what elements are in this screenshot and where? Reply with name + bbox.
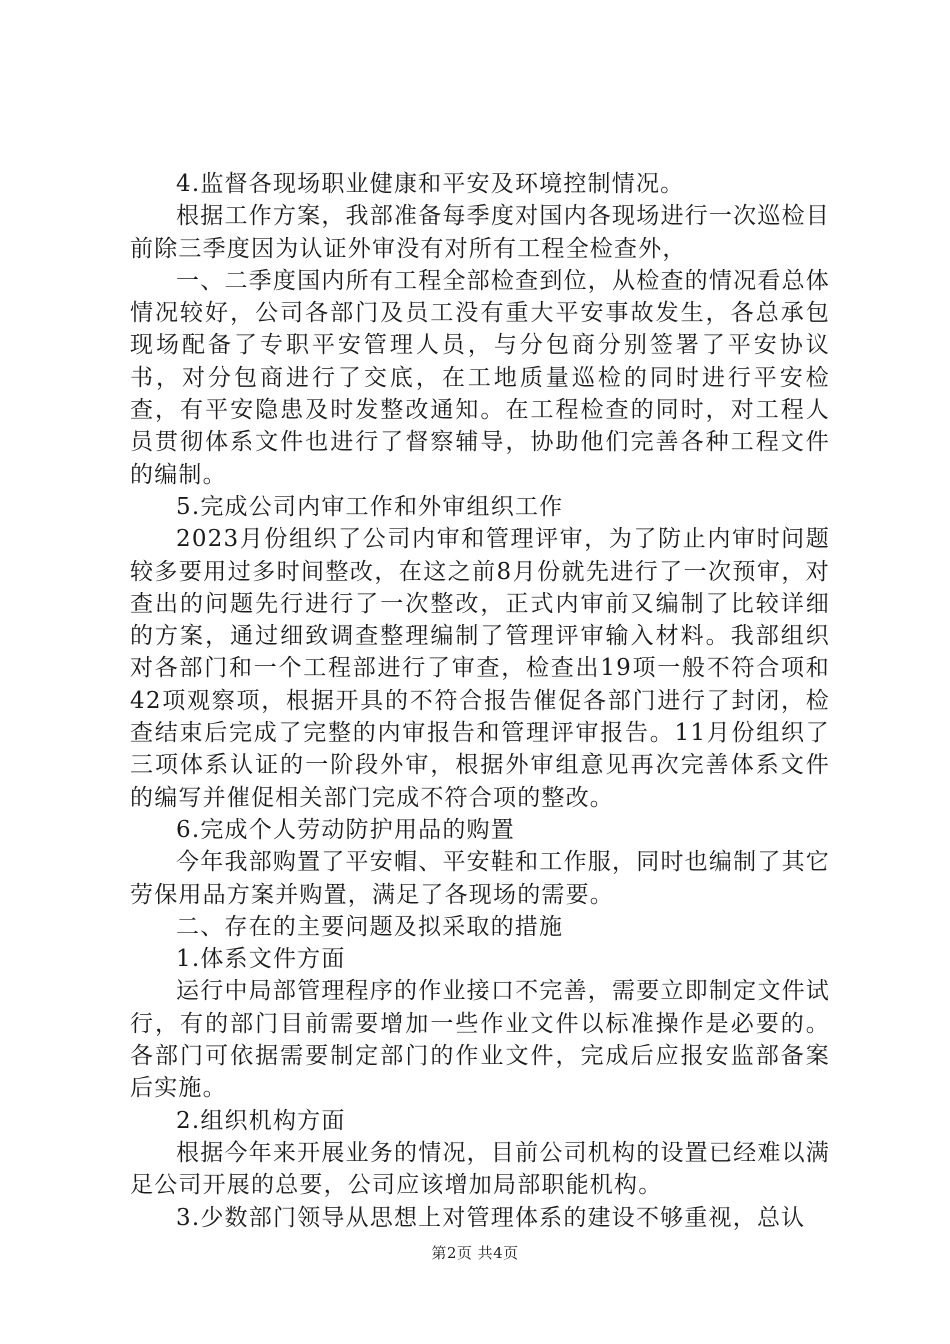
- paragraph-2: 根据工作方案，我部准备每季度对国内各现场进行一次巡检目前除三季度因为认证外审没有对所有工程全检查外，: [130, 203, 830, 262]
- page-footer: [0, 1242, 950, 1263]
- page-number-label: 第2页 共4页: [431, 1244, 519, 1262]
- paragraph-12: 根据今年来开展业务的情况，目前公司机构的设置已经难以满足公司开展的总要，公司应该增加局部职能机构。: [130, 1139, 830, 1199]
- paragraph-6: 6.完成个人劳动防护用品的购置: [176, 816, 515, 843]
- paragraph-8: 二、存在的主要问题及拟采取的措施: [176, 913, 564, 940]
- paragraph-11: 2.组织机构方面: [176, 1107, 346, 1134]
- paragraph-1: 4.监督各现场职业健康和平安及环境控制情况。: [176, 171, 685, 197]
- paragraph-3: 一、二季度国内所有工程全部检查到位，从检查的情况看总体情况较好，公司各部门及员工没有重大平安事故发生，各总承包现场配备了专职平安管理人员，与分包商分别签署了平安协议书，对分包商进行了交底，在工地质量巡检的同时进行平安检查，有平安隐患及时发整改通知。在工程检查的同时，对工程人员贯彻体系文件也进行了督察辅导，协助他们完善各种工程文件的编制。: [130, 267, 830, 488]
- paragraph-10: 运行中局部管理程序的作业接口不完善，需要立即制定文件试行，有的部门目前需要增加一些作业文件以标准操作是必要的。各部门可依据需要制定部门的作业文件，完成后应报安监部备案后实施。: [130, 978, 830, 1102]
- paragraph-13: 3.少数部门领导从思想上对管理体系的建设不够重视，总认: [176, 1204, 806, 1231]
- paragraph-9: 1.体系文件方面: [176, 946, 346, 973]
- paragraph-4: 5.完成公司内审工作和外审组织工作: [176, 493, 564, 520]
- paragraph-7: 今年我部购置了平安帽、平安鞋和工作服，同时也编制了其它劳保用品方案并购置，满足了各现场的需要。: [130, 849, 830, 908]
- document-body: [130, 168, 830, 1234]
- paragraph-5: 2023月份组织了公司内审和管理评审，为了防止内审时问题较多要用过多时间整改，在这之前8月份就先进行了一次预审，对查出的问题先行进行了一次整改，正式内审前又编制了比较详细的方案，通过细致调查整理编制了管理评审输入材料。我部组织对各部门和一个工程部进行了审查，检查出19项一般不符合项和42项观察项，根据开具的不符合报告催促各部门进行了封闭，检查结束后完成了完整的内审报告和管理评审报告。11月份组织了三项体系认证的一阶段外审，根据外审组意见再次完善体系文件的编写并催促相关部门完成不符合项的整改。: [130, 526, 830, 811]
